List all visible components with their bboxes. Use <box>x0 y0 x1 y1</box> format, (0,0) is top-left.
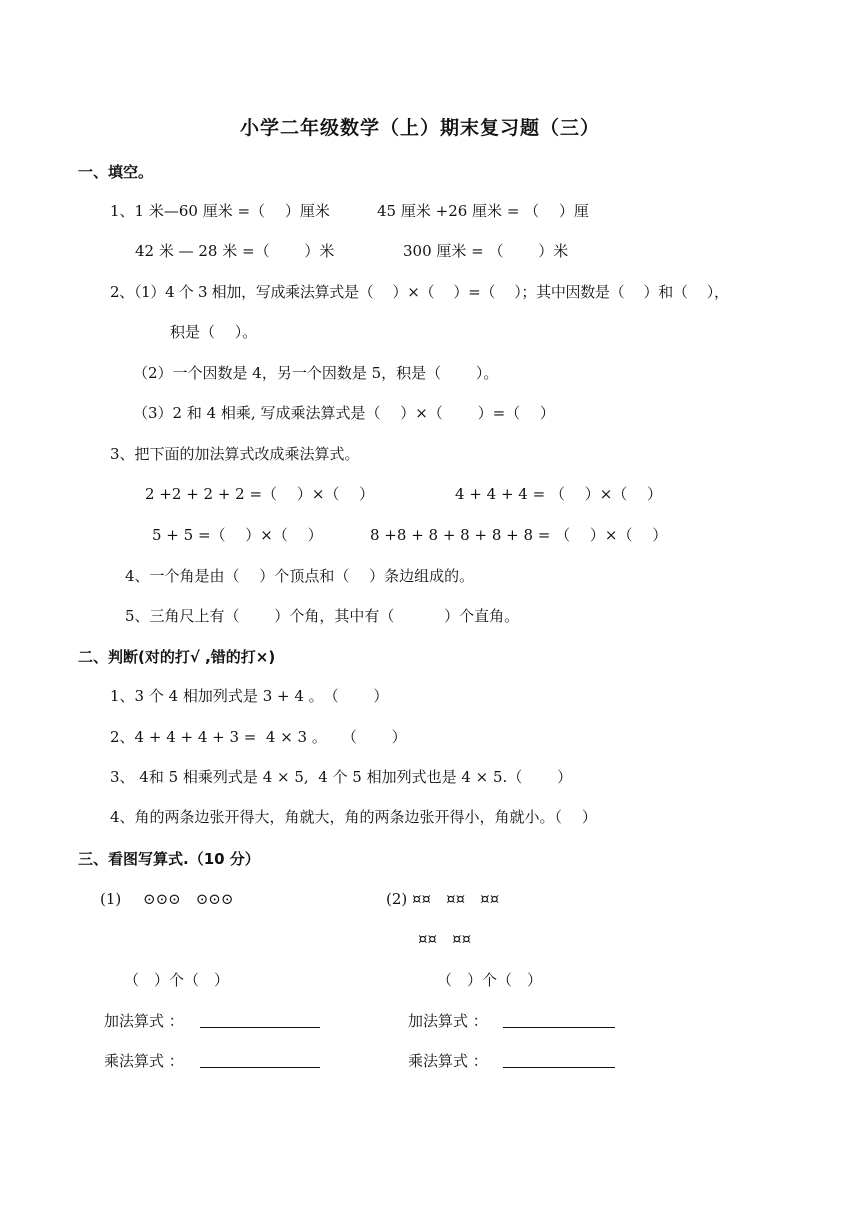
q3-expression-d: 8 +8 + 8 + 8 + 8 + 8 = （ ）×（ ） <box>370 526 668 544</box>
judge-q1: 1、3 个 4 相加列式是 3 + 4 。 （ ） <box>110 687 389 705</box>
picture-1-mul-label: 乘法算式 ： <box>104 1052 184 1070</box>
picture-2-symbols-row2: ¤¤ ¤¤ <box>418 930 472 948</box>
q2-1-line1: 2、（1）4 个 3 相加，写成乘法算式是（ ）×（ ）=（ ）；其中因数是（ ）和（ ）， <box>110 283 729 301</box>
judge-q2: 2、4 + 4 + 4 + 3 = 4 × 3 。 （ ） <box>110 728 407 746</box>
q1-line1-left: 1、1 米—60 厘米 =（ ）厘米 <box>110 202 330 220</box>
judge-q3: 3、 4和 5 相乘列式是 4 × 5, 4 个 5 相加列式也是 4 × 5.（ ） <box>110 768 573 786</box>
picture-2-add-answer-line[interactable] <box>503 1027 615 1028</box>
q1-line2-right: 300 厘米 = （ ）米 <box>403 242 569 260</box>
section-1-heading: 一、填空。 <box>78 163 154 181</box>
q3-expression-c: 5 + 5 =（ ）×（ ） <box>152 526 323 544</box>
q3-expression-a: 2 +2 + 2 + 2 =（ ）×（ ） <box>145 485 375 503</box>
q1-line2-left: 42 米 — 28 米 =（ ）米 <box>135 242 335 260</box>
page-title: 小学二年级数学（上）期末复习题（三） <box>240 117 601 139</box>
picture-1-label: (1) <box>100 890 122 908</box>
q3-instruction: 3、把下面的加法算式改成乘法算式。 <box>110 445 360 463</box>
picture-1-mul-answer-line[interactable] <box>200 1067 320 1068</box>
section-3-heading: 三、看图写算式.（10 分） <box>78 850 260 868</box>
picture-2-count: （ ）个（ ） <box>437 971 543 989</box>
picture-1-add-label: 加法算式 ： <box>104 1012 184 1030</box>
picture-1-count: （ ）个（ ） <box>124 971 230 989</box>
picture-2-label: (2) <box>386 890 408 908</box>
q4: 4、一个角是由（ ）个顶点和（ ）条边组成的。 <box>125 567 475 585</box>
picture-2-add-label: 加法算式 ： <box>408 1012 488 1030</box>
section-2-heading: 二、判断(对的打√ ,错的打×) <box>78 648 276 666</box>
picture-2-mul-label: 乘法算式 ： <box>408 1052 488 1070</box>
picture-2-symbols-row1: ¤¤ ¤¤ ¤¤ <box>412 890 500 908</box>
q2-3: （3）2 和 4 相乘, 写成乘法算式是（ ）×（ ）=（ ） <box>133 404 555 422</box>
q2-1-line2: 积是（ ）。 <box>170 323 258 341</box>
q3-expression-b: 4 + 4 + 4 = （ ）×（ ） <box>455 485 663 503</box>
judge-q4: 4、角的两条边张开得大，角就大，角的两条边张开得小，角就小。（ ） <box>110 808 597 826</box>
q2-2: （2）一个因数是 4，另一个因数是 5，积是（ ）。 <box>133 364 499 382</box>
picture-1-symbols: ⊙⊙⊙ ⊙⊙⊙ <box>143 890 234 908</box>
picture-2-mul-answer-line[interactable] <box>503 1067 615 1068</box>
q5: 5、三角尺上有（ ）个角，其中有（ ）个直角。 <box>125 607 520 625</box>
picture-1-add-answer-line[interactable] <box>200 1027 320 1028</box>
q1-line1-right: 45 厘米 +26 厘米 = （ ）厘 <box>377 202 589 220</box>
